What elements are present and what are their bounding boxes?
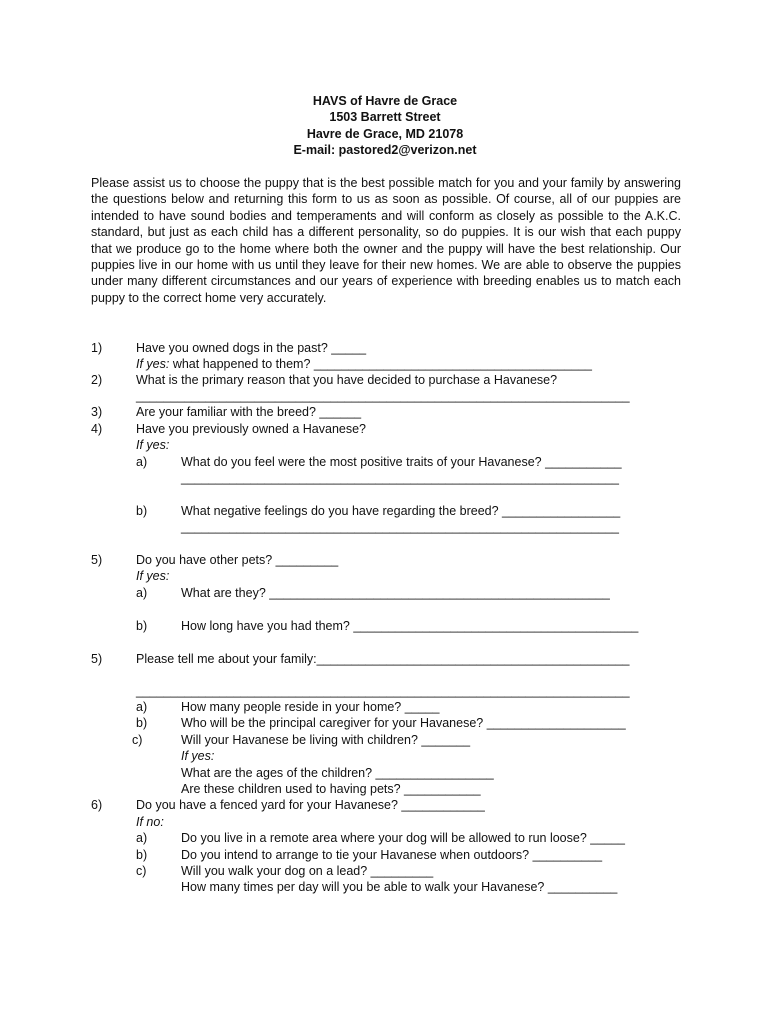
q6b-label: b) — [136, 848, 148, 862]
q4b-label: b) — [136, 504, 148, 518]
q6a-label: a) — [136, 831, 148, 845]
header-street: 1503 Barrett Street — [329, 110, 441, 124]
intro-paragraph: Please assist us to choose the puppy that is the best possible match for you and your family by answering the questions below and returning this form to us as soon as possible. Of course, all of our puppies are intended to have sound bodies and temperaments and will conform as closely as possible to the A.K.C. standard, but just as each child has a different personality, so do puppies. It is our wish that each puppy that we produce go to the home where both the owner and the puppy will have the best relationship. Our puppies live in our home with us until they leave for their new homes. We are able to observe the puppies under many different circumstances and our years of experience with breeding enables us to match each puppy to the correct home very accurately. — [91, 176, 681, 305]
q2-number: 2) — [91, 373, 103, 387]
q1-followup — [136, 356, 592, 372]
q6-text: Do you have a fenced yard for your Havanese? ____________ — [136, 798, 485, 812]
q5-family-ages: What are the ages of the children? _________________ — [181, 766, 494, 780]
q5-family-text: Please tell me about your family:_____________________________________________ — [136, 652, 630, 666]
q6c-text: Will you walk your dog on a lead? _________ — [181, 864, 434, 878]
q5-ifyes: If yes: — [136, 569, 170, 583]
q1-text: Have you owned dogs in the past? _____ — [136, 341, 367, 355]
q5-family-used-to-pets: Are these children used to having pets? ___________ — [181, 782, 481, 796]
q5-family-a-label: a) — [136, 700, 148, 714]
q6-ifno: If no: — [136, 815, 164, 829]
q5-family-ifyes: If yes: — [181, 749, 215, 763]
q3-text: Are your familiar with the breed? ______ — [136, 405, 362, 419]
q4a-text: What do you feel were the most positive traits of your Havanese? ___________ — [181, 455, 622, 469]
header-city: Havre de Grace, MD 21078 — [306, 127, 464, 141]
q6-number: 6) — [91, 798, 103, 812]
q5-family-c-text: Will your Havanese be living with children? _______ — [181, 733, 471, 747]
q4-number: 4) — [91, 422, 103, 436]
q4b-text: What negative feelings do you have regarding the breed? _________________ — [181, 504, 621, 518]
q2-answer-line: _______________________________________________________________________ — [136, 389, 630, 403]
q5-family-number: 5) — [91, 652, 103, 666]
q6a-text: Do you live in a remote area where your dog will be allowed to run loose? _____ — [181, 831, 626, 845]
q5b-text: How long have you had them? _________________________________________ — [181, 619, 639, 633]
q5-number: 5) — [91, 553, 103, 567]
q4a-answer-line: _______________________________________________________________ — [181, 471, 619, 485]
q5a-text: What are they? _________________________________________________ — [181, 586, 610, 600]
q5-family-c-label: c) — [132, 733, 143, 747]
q5b-label: b) — [136, 619, 148, 633]
q4-text: Have you previously owned a Havanese? — [136, 422, 366, 436]
q4b-answer-line: _______________________________________________________________ — [181, 520, 619, 534]
q1-ifyes-text: what happened to them? ________________________________________ — [169, 357, 592, 371]
q2-text: What is the primary reason that you have decided to purchase a Havanese? — [136, 373, 558, 387]
header-org: HAVS of Havre de Grace — [312, 94, 458, 108]
q4a-label: a) — [136, 455, 148, 469]
q5a-label: a) — [136, 586, 148, 600]
q5-family-answer-line: _______________________________________________________________________ — [136, 684, 630, 698]
q1-number: 1) — [91, 341, 103, 355]
q6c-label: c) — [136, 864, 147, 878]
q6-walk-times: How many times per day will you be able to walk your Havanese? __________ — [181, 880, 618, 894]
q5-family-a-text: How many people reside in your home? _____ — [181, 700, 440, 714]
q5-family-b-label: b) — [136, 716, 148, 730]
q6b-text: Do you intend to arrange to tie your Havanese when outdoors? __________ — [181, 848, 603, 862]
q5-text: Do you have other pets? _________ — [136, 553, 339, 567]
q3-number: 3) — [91, 405, 103, 419]
q5-family-b-text: Who will be the principal caregiver for your Havanese? ____________________ — [181, 716, 626, 730]
q4-ifyes: If yes: — [136, 438, 170, 452]
header-email: E-mail: pastored2@verizon.net — [293, 143, 477, 157]
q1-ifyes-label: If yes: — [136, 357, 170, 371]
